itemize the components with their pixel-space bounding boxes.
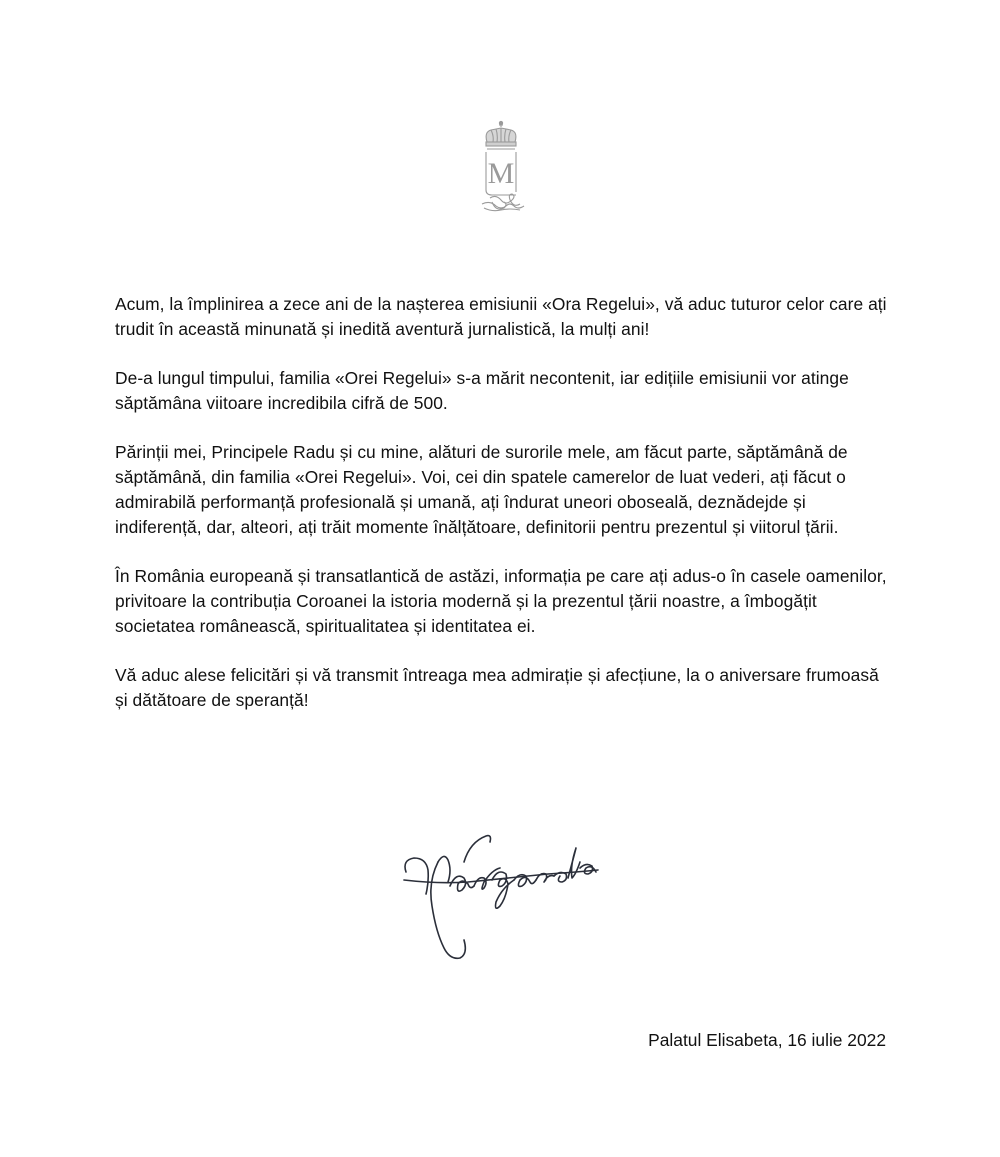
paragraph: Părinții mei, Principele Radu și cu mine, alături de surorile mele, am făcut parte, săptămână de săptămână, din familia «Orei Regelui». Voi, cei din spatele camerelor de luat vederi, ați făcut o admirabilă performanță profesională și umană, ați îndurat uneori oboseală, deznădejde și indiferență, dar, alteori, ați trăit momente înălțătoare, definitorii pentru prezentul și viitorul țării. [115,442,848,537]
letter-body [115,292,895,737]
paragraph: Vă aduc alese felicitări și vă transmit întreaga mea admirație și afecțiune, la o aniversare frumoasă și dătătoare de speranță! [115,665,879,710]
royal-crown-monogram-icon [470,120,532,218]
paragraph: De-a lungul timpului, familia «Orei Regelui» s-a mărit necontenit, iar edițiile emisiunii vor atinge săptămâna viitoare incredibila cifră de 500. [115,368,849,413]
place-and-date: Palatul Elisabeta, 16 iulie 2022 [648,1030,886,1050]
paragraph: În România europeană și transatlantică de astăzi, informația pe care ați adus-o în casele oamenilor, privitoare la contribuția Coroanei la istoria modernă și la prezentul țării noastre, a îmbogățit societatea românească, spiritualitatea și identitatea ei. [115,566,887,636]
monogram-letter: M [487,157,515,190]
paragraph: Acum, la împlinirea a zece ani de la nașterea emisiunii «Ora Regelui», vă aduc tuturor celor care ați trudit în această minunată și inedită aventură jurnalistică, la mulți ani! [115,294,887,339]
signature-icon [398,822,608,967]
